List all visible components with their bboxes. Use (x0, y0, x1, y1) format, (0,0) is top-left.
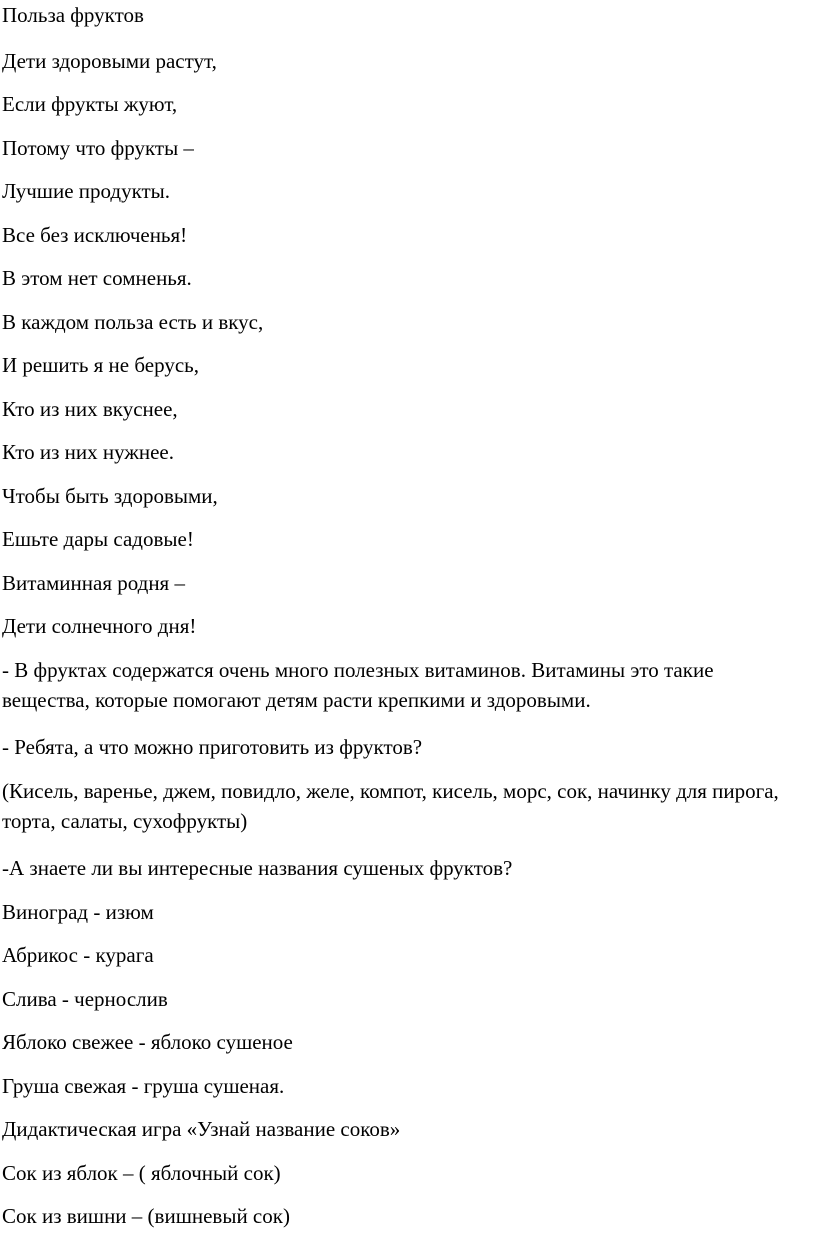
poem-line: Лучшие продукты. (2, 179, 171, 203)
poem-line: Дети здоровыми растут, (2, 49, 217, 73)
dried-fruit-item: Яблоко свежее - яблоко сушеное (2, 1030, 293, 1054)
dried-fruit-item: Абрикос - курага (2, 943, 154, 967)
dried-fruit-item: Слива - чернослив (2, 987, 168, 1011)
dried-fruit-item: Груша свежая - груша сушеная. (2, 1074, 285, 1098)
paragraph-question: - Ребята, а что можно приготовить из фруктов? (2, 735, 423, 759)
juice-item: Сок из яблок – ( яблочный сок) (2, 1161, 281, 1185)
poem-line: Потому что фрукты – (2, 136, 194, 160)
poem-line: Ешьте дары садовые! (2, 527, 194, 551)
poem-line: В каждом польза есть и вкус, (2, 310, 264, 334)
paragraph-answer: (Кисель, варенье, джем, повидло, желе, компот, кисель, морс, сок, начинку для пирога, торта, салаты, сухофрукты) (2, 779, 779, 833)
poem-line: Кто из них нужнее. (2, 440, 174, 464)
poem-line: В этом нет сомненья. (2, 266, 192, 290)
paragraph-vitamins: - В фруктах содержатся очень много полезных витаминов. Витамины это такие вещества, которые помогают детям расти крепкими и здоровыми. (2, 658, 714, 712)
poem-line: Витаминная родня – (2, 571, 185, 595)
juice-item: Сок из вишни – (вишневый сок) (2, 1204, 290, 1228)
poem-line: Если фрукты жуют, (2, 92, 178, 116)
poem-line: Все без исключенья! (2, 223, 188, 247)
dried-fruit-item: Виноград - изюм (2, 900, 154, 924)
poem-line: Дети солнечного дня! (2, 614, 197, 638)
document-title: Польза фруктов (2, 3, 144, 27)
poem-line: Чтобы быть здоровыми, (2, 484, 218, 508)
poem-line: И решить я не берусь, (2, 353, 199, 377)
paragraph-dried-question: -А знаете ли вы интересные названия сушеных фруктов? (2, 856, 513, 880)
poem-line: Кто из них вкуснее, (2, 397, 178, 421)
game-title: Дидактическая игра «Узнай название соков» (2, 1117, 401, 1141)
